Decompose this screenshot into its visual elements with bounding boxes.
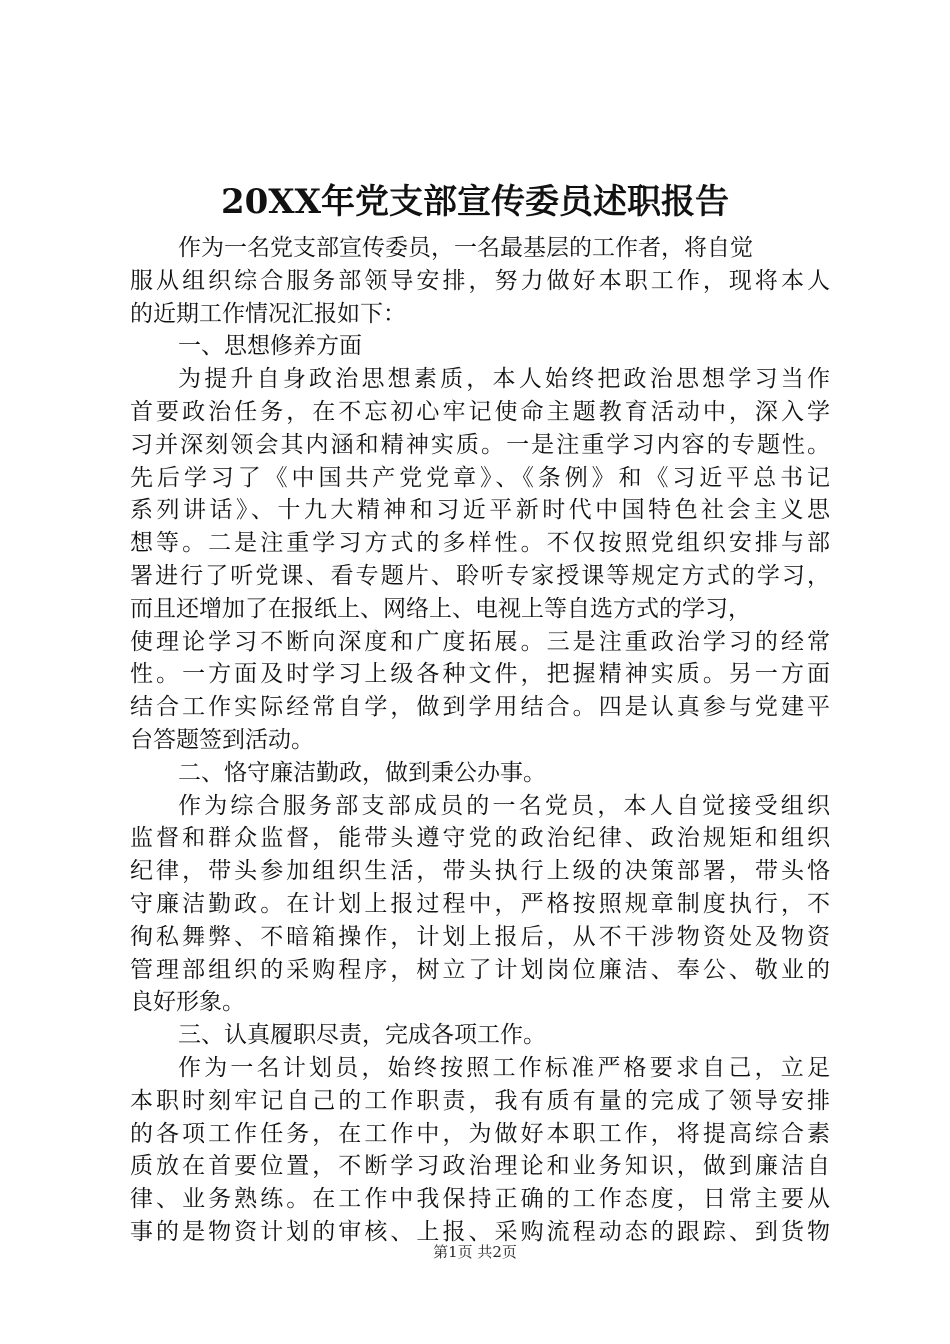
paragraph-line: 结合工作实际经常自学，做到学用结合。四是认真参与党建平 [130,694,830,721]
paragraph-line: 律、业务熟练。在工作中我保持正确的工作态度，日常主要从 [130,1186,830,1213]
paragraph-line: 监督和群众监督，能带头遵守党的政治纪律、政治规矩和组织 [130,825,830,852]
section-heading: 一、思想修养方面 [178,333,362,360]
paragraph-line: 作为综合服务部支部成员的一名党员，本人自觉接受组织 [178,792,830,819]
paragraph-line: 徇私舞弊、不暗箱操作，计划上报后，从不干涉物资处及物资 [130,923,830,950]
page-number-footer: 第1页 共2页 [433,1243,517,1261]
paragraph-line: 想等。二是注重学习方式的多样性。不仅按照党组织安排与部 [130,530,830,557]
paragraph-line: 为提升自身政治思想素质，本人始终把政治思想学习当作 [178,366,830,393]
paragraph-line: 事的是物资计划的审核、上报、采购流程动态的跟踪、到货物 [130,1218,830,1245]
paragraph-line: 本职时刻牢记自己的工作职责，我有质有量的完成了领导安排 [130,1087,830,1114]
paragraph-line: 习并深刻领会其内涵和精神实质。一是注重学习内容的专题性。 [130,431,830,458]
paragraph-line: 首要政治任务，在不忘初心牢记使命主题教育活动中，深入学 [130,398,830,425]
paragraph-line: 而且还增加了在报纸上、网络上、电视上等自选方式的学习， [130,595,751,622]
paragraph-line: 作为一名党支部宣传委员，一名最基层的工作者，将自觉 [178,235,753,261]
paragraph-line: 先后学习了《中国共产党党章》、《条例》和《习近平总书记 [130,464,830,491]
paragraph-line: 守廉洁勤政。在计划上报过程中，严格按照规章制度执行，不 [130,890,830,917]
paragraph-line: 服从组织综合服务部领导安排，努力做好本职工作，现将本人 [130,267,830,294]
document-body [130,232,830,1249]
paragraph-line: 纪律，带头参加组织生活，带头执行上级的决策部署，带头恪 [130,858,830,885]
paragraph-line: 的近期工作情况汇报如下： [130,300,406,327]
paragraph-line: 管理部组织的采购程序，树立了计划岗位廉洁、奉公、敬业的 [130,956,830,983]
paragraph-line: 系列讲话》、十九大精神和习近平新时代中国特色社会主义思 [130,497,830,524]
paragraph-line: 使理论学习不断向深度和广度拓展。三是注重政治学习的经常 [130,628,830,655]
paragraph-line: 良好形象。 [130,989,245,1016]
paragraph-line: 台答题签到活动。 [130,726,314,753]
section-heading: 三、认真履职尽责，完成各项工作。 [178,1022,546,1049]
document-title: 20XX年党支部宣传委员述职报告 [220,182,730,222]
paragraph-line: 质放在首要位置，不断学习政治理论和业务知识，做到廉洁自 [130,1153,830,1180]
paragraph-line: 署进行了听党课、看专题片、聆听专家授课等规定方式的学习， [130,562,830,589]
paragraph-line: 的各项工作任务，在工作中，为做好本职工作，将提高综合素 [130,1120,830,1147]
paragraph-line: 作为一名计划员，始终按照工作标准严格要求自己，立足 [178,1054,830,1081]
paragraph-line: 性。一方面及时学习上级各种文件，把握精神实质。另一方面 [130,661,830,688]
section-heading: 二、恪守廉洁勤政，做到秉公办事。 [178,759,546,786]
